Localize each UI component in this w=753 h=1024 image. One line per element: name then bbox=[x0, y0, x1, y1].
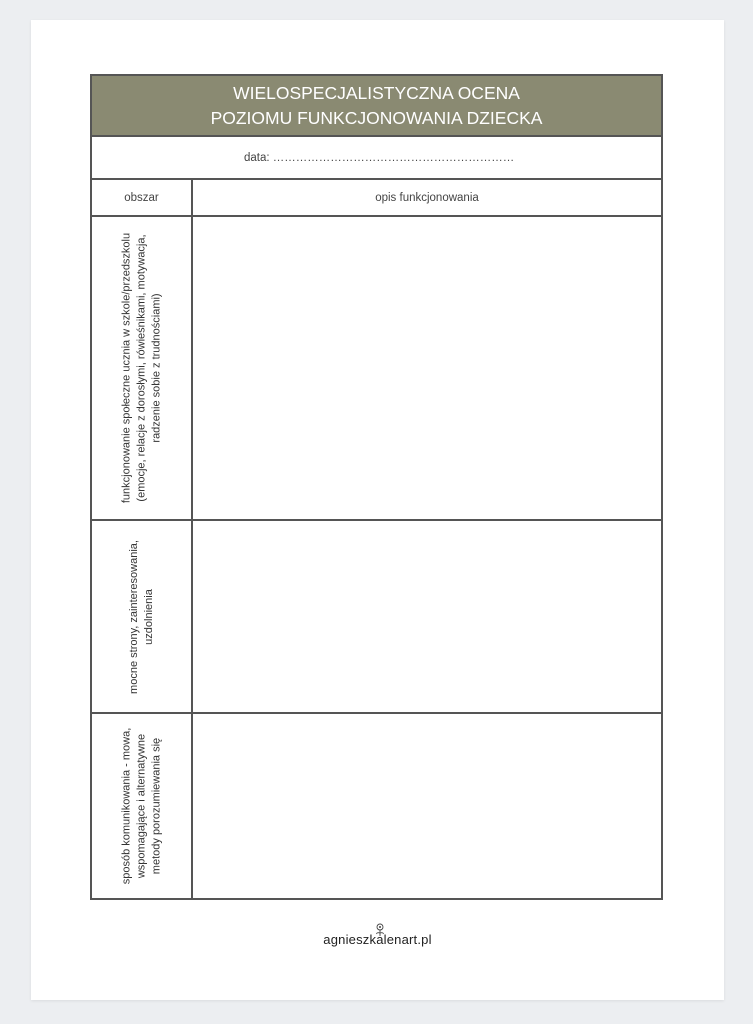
description-cell[interactable] bbox=[193, 521, 661, 712]
date-field[interactable]: data: ……………………………………………………… bbox=[244, 152, 515, 164]
area-label: mocne strony, zainteresowania, uzdolnienia bbox=[127, 539, 155, 694]
area-label: funkcjonowanie społeczne ucznia w szkole/przedszkolu (emocje, relacje z dorosłymi, rówieśnikami, motywacja, radzenie sobie z trudnościami) bbox=[120, 232, 162, 504]
document-page bbox=[31, 20, 724, 1000]
area-cell bbox=[92, 714, 193, 898]
table-row bbox=[92, 714, 661, 898]
area-label: sposób komunikowania - mowa, wspomagające i alternatywne metody porozumiewania się bbox=[120, 727, 162, 885]
date-row[interactable] bbox=[92, 137, 661, 180]
brand-name: agnieszkalenart.pl bbox=[323, 932, 432, 947]
description-cell[interactable] bbox=[193, 217, 661, 519]
table-row bbox=[92, 217, 661, 521]
column-headers bbox=[92, 180, 661, 217]
column-header-description: opis funkcjonowania bbox=[375, 191, 479, 204]
column-header-area: obszar bbox=[92, 180, 193, 215]
assessment-form bbox=[90, 74, 663, 900]
title-line-1: WIELOSPECJALISTYCZNA OCENA bbox=[233, 83, 520, 103]
area-cell bbox=[92, 521, 193, 712]
area-cell bbox=[92, 217, 193, 519]
table-row bbox=[92, 521, 661, 714]
description-cell[interactable] bbox=[193, 714, 661, 898]
form-header bbox=[92, 76, 661, 137]
title-line-2: POZIOMU FUNKCJONOWANIA DZIECKA bbox=[210, 108, 543, 128]
